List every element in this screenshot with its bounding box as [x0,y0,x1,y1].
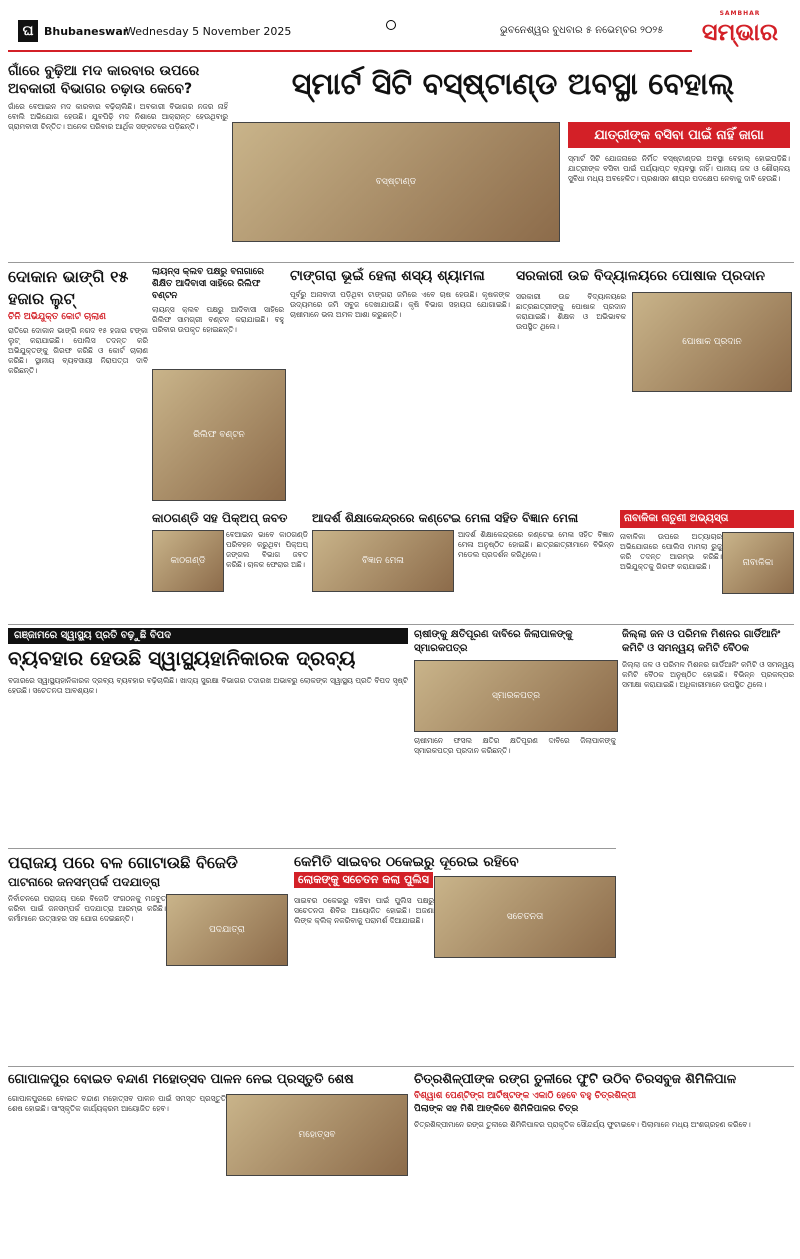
article-11-headline: ଜିଲ୍ଲା ଜନ ଓ ପରିମଳ ମିଶନର ଗାର୍ଡିଆନିଂ କମିଟି ଓ ସମନ୍ୱୟ କମିଟି ବୈଠକ [622,629,781,654]
article-6-photo-label: କାଠଗଣ୍ଡି [170,556,206,566]
article-6-body: ବେଆଇନ ଭାବେ କାଠଗଣ୍ଡି ପରିବହନ କରୁଥିବା ପିକ୍‌ଅପ୍ ଜଙ୍ଗଲ ବିଭାଗ ଜବତ କରିଛି। ଚାଳକ ଫେରାର ଅଛି। [226,530,308,569]
page-letter: ଘ [22,23,34,39]
article-12-photo [166,894,288,966]
article-12-subhead: ପାଟନାରେ ଜନସମ୍ପର୍କ ପଦଯାତ୍ରା [8,875,161,889]
article-10-photo-label: ସ୍ମାରକପତ୍ର [491,691,541,701]
article-14-photo [226,1094,408,1176]
article-3-headline: ଲାୟନ୍ସ କ୍ଲବ ପକ୍ଷରୁ ବନାଗାରେ ଶିକ୍ଷିତ ଆଦିବାସୀ ସାହିରେ ରିଲିଫ ବଣ୍ଟନ [152,267,265,301]
article-3 [152,266,284,506]
page-letter-badge [18,20,38,42]
article-6-headline: କାଠଗଣ୍ଡି ସହ ପିକ୍‌ଅପ୍ ଜବତ [152,511,288,525]
article-7-photo [312,530,454,592]
article-2 [8,266,148,616]
date-en: Wednesday 5 November 2025 [125,25,292,38]
article-7-headline: ଆଦର୍ଶ ଶିକ୍ଷାକେନ୍ଦ୍ରରେ କଣ୍ଟେଇ ମେଳା ସହିତ ବିଜ୍ଞାନ ମେଳା [312,511,579,525]
brand-name: ସମ୍ଭାର [701,18,779,46]
article-8-body: ନାବାଳିକା ଉପରେ ଅତ୍ୟାଚାର ଅଭିଯୋଗରେ ପୋଲିସ ମାମଲା ରୁଜୁ କରି ତଦନ୍ତ ଆରମ୍ଭ କରିଛି। ଅଭିଯୁକ୍ତକୁ ଗିରଫ କରାଯାଇଛି। [620,532,722,571]
article-1-body: ଗାଁରେ ବେଆଇନ ମଦ କାରବାର ବଢ଼ିଚାଲିଛି। ଅବକାରୀ ବିଭାଗର ନଜର ନାହିଁ ବୋଲି ଅଭିଯୋଗ ହେଉଛି। ଯୁବପିଢ଼ି ମଦ ନିଶାରେ ଆକ୍ରାନ୍ତ ହେଉଥିବାରୁ ଗ୍ରାମବାସୀ ଚିନ୍ତିତ। ଅନେକ ପରିବାର ଆର୍ଥିକ ସଙ୍କଟରେ ପଡ଼ିଛନ୍ତି। [8,102,228,131]
article-1-headline: ଗାଁରେ ବୁଢ଼ିଆ ମଦ କାରବାର ଉପରେ ଅବକାରୀ ବିଭାଗର ଚଢ଼ାଉ କେବେ? [8,63,200,97]
article-15-subhead-2: ପିଲାଙ୍କ ସହ ମିଶି ଆଙ୍କିବେ ଶିମିଳିପାଳର ଚିତ୍ର [414,1104,579,1114]
article-6-photo [152,530,224,592]
article-5-photo [632,292,792,392]
article-2-headline: ଦୋକାନ ଭାଙ୍ଗି ୧୫ ହଜାର ଲୁଟ୍ [8,267,129,308]
article-4-headline: ଟାଙ୍ଗରା ଭୂଇଁ ହେଲା ଶସ୍ୟ ଶ୍ୟାମଳା [290,268,485,284]
brand-logo [690,10,790,54]
article-9-kicker: ଗଞ୍ଜାମରେ ସ୍ୱାସ୍ଥ୍ୟ ପ୍ରତି ବଢ଼ୁଛି ବିପଦ [8,628,408,644]
city-en: Bhubaneswar [44,25,129,38]
article-5 [516,266,794,506]
article-7 [312,510,614,620]
lead-headline: ସ୍ମାର୍ଟ ସିଟି ବସ୍‌ଷ୍ଟାଣ୍ଡ ଅବସ୍ଥା ବେହାଲ୍ [291,67,735,102]
article-13 [294,852,616,1062]
article-3-body: ଲାୟନ୍ସ କ୍ଲବ ପକ୍ଷରୁ ଆଦିବାସୀ ସାହିରେ ରିଲିଫ ସାମଗ୍ରୀ ବଣ୍ଟନ କରାଯାଇଛି। ବହୁ ପରିବାର ଉପକୃତ ହୋଇଛନ୍ତି। [152,305,284,334]
article-13-body: ସାଇବର ଠକେଇରୁ ବଞ୍ଚିବା ପାଇଁ ପୁଲିସ ପକ୍ଷରୁ ସଚେତନତା ଶିବିର ଆୟୋଜିତ ହୋଇଛି। ଅଜଣା ଲିଙ୍କ କ୍ଲିକ୍ ନକରିବାକୁ ପରାମର୍ଶ ଦିଆଯାଇଛି। [294,896,434,925]
lead-photo-label: ବସ୍‌ଷ୍ଟାଣ୍ଡ [375,177,417,187]
article-14 [8,1070,408,1250]
divider [8,848,616,849]
divider [8,624,794,625]
article-13-subhead: ଲୋକଙ୍କୁ ସଚେତନ କଲା ପୁଲିସ [294,872,433,888]
article-14-photo-label: ମହୋତ୍ସବ [298,1130,336,1140]
article-3-photo-label: ରିଲିଫ ବଣ୍ଟନ [193,430,245,440]
lead-strap [568,122,790,148]
divider [8,262,794,263]
article-13-headline: କେମିତି ସାଇବର ଠକେଇରୁ ଦୂରେଇ ରହିବେ [294,854,519,870]
article-8 [620,510,794,620]
article-13-photo-label: ସଚେତନତା [506,912,544,922]
article-4-body: ପୂର୍ବରୁ ଅନାବାଦୀ ପଡ଼ିଥିବା ଟାଙ୍ଗରା ଜମିରେ ଏବେ ଚାଷ ହେଉଛି। କୃଷକଙ୍କ ଉଦ୍ୟମରେ ଜମି ସବୁଜ ଦେଖାଯାଉଛି। କୃଷି ବିଭାଗ ସହାୟତା ଯୋଗାଇଛି। ଚାଷୀମାନେ ଭଲ ଅମଳ ଆଶା କରୁଛନ୍ତି। [290,290,510,319]
date-or: ଭୁବନେଶ୍ୱର ବୁଧବାର ୫ ନଭେମ୍ବର ୨୦୨୫ [500,25,664,36]
article-8-photo-label: ନାବାଳିକା [742,558,774,568]
article-8-photo [722,532,794,594]
article-12-photo-label: ପଦଯାତ୍ରା [209,925,245,935]
lead-photo [232,122,560,242]
article-6 [152,510,308,620]
masthead-rule [8,50,692,52]
article-9-body: ବଜାରରେ ସ୍ୱାସ୍ଥ୍ୟହାନିକାରକ ଦ୍ରବ୍ୟ ବ୍ୟବହାର ବଢ଼ିଚାଲିଛି। ଖାଦ୍ୟ ସୁରକ୍ଷା ବିଭାଗର ତଦାରଖ ଅଭାବରୁ ଲୋକଙ୍କ ସ୍ୱାସ୍ଥ୍ୟ ପ୍ରତି ବିପଦ ସୃଷ୍ଟି ହେଉଛି। ସଚେତନତା ଆବଶ୍ୟକ। [8,676,408,695]
article-2-body: ରାତିରେ ଦୋକାନ ଭାଙ୍ଗି ନଗଦ ୧୫ ହଜାର ଟଙ୍କା ଲୁଟ୍ କରାଯାଇଛି। ପୋଲିସ ତଦନ୍ତ କରି ଅଭିଯୁକ୍ତଙ୍କୁ ଗିରଫ କରିଛି ଓ କୋର୍ଟ ଚାଲାଣ କରିଛି। ସ୍ଥାନୀୟ ବ୍ୟବସାୟୀ ନିରାପତ୍ତା ଦାବି କରିଛନ୍ତି। [8,326,148,375]
lead-strap-text: ଯାତ୍ରୀଙ୍କ ବସିବା ପାଇଁ ନାହିଁ ଜାଗା [594,127,764,143]
article-12-body: ନିର୍ବାଚନରେ ପରାଜୟ ପରେ ବିଜେଡି ସଂଗଠନକୁ ମଜବୁତ କରିବା ପାଇଁ ଜନସମ୍ପର୍କ ପଦଯାତ୍ରା ଆରମ୍ଭ କରିଛି। କର୍ମୀମାନେ ଉତ୍ସାହର ସହ ଯୋଗ ଦେଇଛନ୍ତି। [8,894,166,923]
article-15-headline: ଚିତ୍ରଶିଳ୍ପୀଙ୍କ ରଙ୍ଗ ତୁଳୀରେ ଫୁଟି ଉଠିବ ଚିରସବୁଜ ଶିମିଳିପାଳ [414,1072,737,1087]
article-9-headline: ବ୍ୟବହାର ହେଉଛି ସ୍ୱାସ୍ଥ୍ୟହାନିକାରକ ଦ୍ରବ୍ୟ [8,646,356,670]
article-11-body: ଜିଲ୍ଲା ଜଳ ଓ ପରିମଳ ମିଶନର ଗାର୍ଡିଆନିଂ କମିଟି ଓ ସମନ୍ୱୟ କମିଟି ବୈଠକ ଅନୁଷ୍ଠିତ ହୋଇଛି। ବିଭିନ୍ନ ପ୍ରକଳ୍ପର ସମୀକ୍ଷା କରାଯାଇଛି। ଅଧିକାରୀମାନେ ଉପସ୍ଥିତ ଥିଲେ। [622,660,794,689]
article-11 [622,628,794,1058]
article-1 [8,62,228,260]
article-3-photo [152,369,286,501]
article-15-subhead-1: ବିଶ୍ୱାଶ ପେଣ୍ଟିଙ୍ଗ ଆର୍ଟିଷ୍ଟଙ୍କ ଏକାଠି ହେବେ ବହୁ ଚିତ୍ରଶିଳ୍ପୀ [414,1091,637,1101]
article-5-body: ସରକାରୀ ଉଚ୍ଚ ବିଦ୍ୟାଳୟରେ ଛାତ୍ରଛାତ୍ରୀଙ୍କୁ ପୋଷାକ ପ୍ରଦାନ କରାଯାଇଛି। ଶିକ୍ଷକ ଓ ଅଭିଭାବକ ଉପସ୍ଥିତ ଥିଲେ। [516,292,626,331]
article-13-photo [434,876,616,958]
article-10-photo [414,660,618,732]
registration-mark [386,20,396,30]
article-5-photo-label: ପୋଷାକ ପ୍ରଦାନ [682,337,742,347]
article-10 [414,628,616,844]
article-2-subhead: ଚିନି ଅଭିଯୁକ୍ତ କୋର୍ଟ ଚାଲାଣ [8,312,106,322]
lead-body: ସ୍ମାର୍ଟ ସିଟି ଯୋଜନାରେ ନିର୍ମିତ ବସ୍‌ଷ୍ଟାଣ୍ଡର ଅବସ୍ଥା ବେହାଲ୍ ହୋଇପଡ଼ିଛି। ଯାତ୍ରୀଙ୍କ ବସିବା ପାଇଁ ପର୍ଯ୍ୟାପ୍ତ ବ୍ୟବସ୍ଥା ନାହିଁ। ପାନୀୟ ଜଳ ଓ ଶୌଚାଳୟ ସୁବିଧା ମଧ୍ୟ ଅବହେଳିତ। ପ୍ରଶାସନ ଶୀଘ୍ର ପଦକ୍ଷେପ ନେବାକୁ ଦାବି ହେଉଛି। [568,154,790,183]
masthead [0,0,800,62]
article-14-body: ଗୋପାଳପୁରରେ ବୋଇତ ବନ୍ଦାଣ ମହୋତ୍ସବ ପାଳନ ପାଇଁ ସମସ୍ତ ପ୍ରସ୍ତୁତି ଶେଷ ହୋଇଛି। ସାଂସ୍କୃତିକ କାର୍ଯ୍ୟକ୍ରମ ଆୟୋଜିତ ହେବ। [8,1094,226,1113]
article-8-headline: ନାବାଳିକା ନାତୁଣୀ ଅଭ୍ୟସ୍ତା [620,510,794,528]
article-10-body: ଚାଷୀମାନେ ଫସଲ କ୍ଷତିର କ୍ଷତିପୂରଣ ଦାବିରେ ଜିଲାପାଳଙ୍କୁ ସ୍ମାରକପତ୍ର ପ୍ରଦାନ କରିଛନ୍ତି। [414,736,616,755]
article-7-body: ଆଦର୍ଶ ଶିକ୍ଷାକେନ୍ଦ୍ରରେ କଣ୍ଟେଇ ମେଳା ସହିତ ବିଜ୍ଞାନ ମେଳା ଅନୁଷ୍ଠିତ ହୋଇଛି। ଛାତ୍ରଛାତ୍ରୀମାନେ ବିଭିନ୍ନ ମଡେଲ ପ୍ରଦର୍ଶନ କରିଥିଲେ। [458,530,614,559]
article-15-body: ଚିତ୍ରଶିଳ୍ପୀମାନେ ରଙ୍ଗ ତୁଳୀରେ ଶିମିଳିପାଳର ପ୍ରାକୃତିକ ସୌନ୍ଦର୍ଯ୍ୟ ଫୁଟାଇବେ। ପିଲାମାନେ ମଧ୍ୟ ଅଂଶଗ୍ରହଣ କରିବେ। [414,1120,751,1129]
article-14-headline: ଗୋପାଳପୁର ବୋଇତ ବନ୍ଦାଣ ମହୋତ୍ସବ ପାଳନ ନେଇ ପ୍ରସ୍ତୁତି ଶେଷ [8,1072,354,1087]
lead-article [232,62,794,258]
article-15 [414,1070,794,1250]
divider [8,1066,794,1067]
article-9 [8,628,408,844]
article-12-headline: ପରାଜୟ ପରେ ବଳ ଗୋଟାଉଛି ବିଜେଡି [8,853,238,872]
article-5-headline: ସରକାରୀ ଉଚ୍ଚ ବିଦ୍ୟାଳୟରେ ପୋଷାକ ପ୍ରଦାନ [516,268,766,284]
article-12 [8,852,288,1062]
article-4 [290,266,510,506]
brand-tag: SAMBHAR [719,10,761,17]
article-7-photo-label: ବିଜ୍ଞାନ ମେଳା [362,556,404,566]
article-10-headline: ଚାଷୀଙ୍କୁ କ୍ଷତିପୂରଣ ଦାବିରେ ଜିଲାପାଳଙ୍କୁ ସ୍ମାରକପତ୍ର [414,629,573,654]
